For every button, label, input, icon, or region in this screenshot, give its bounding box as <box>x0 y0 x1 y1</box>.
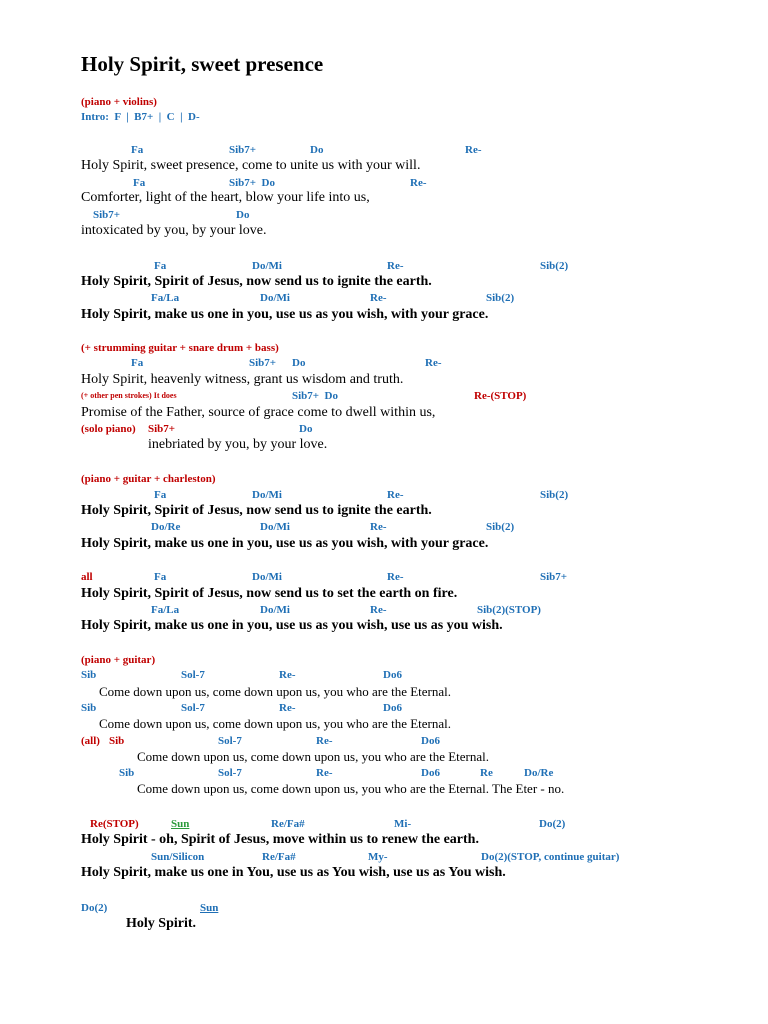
chord: Re- <box>279 669 296 681</box>
chord: Sol-7 <box>218 767 242 779</box>
chord: Re- <box>465 144 482 156</box>
chord: Do6 <box>383 669 402 681</box>
chorus2-instruments: (piano + guitar + charleston) <box>81 473 216 485</box>
song-title: Holy Spirit, sweet presence <box>81 52 324 76</box>
chord: Do6 <box>421 735 440 747</box>
chord: Re/Fa# <box>271 818 305 830</box>
chord: Do/Mi <box>252 260 282 272</box>
chord: Sib7+ Do <box>292 390 339 402</box>
solo-note: (solo piano) <box>81 423 136 435</box>
lyric-line: Comforter, light of the heart, blow your life into us, <box>81 190 370 205</box>
chord: Sol-7 <box>181 702 205 714</box>
chord: Sib <box>81 702 97 714</box>
chord: Fa/La <box>151 292 180 304</box>
chord: Do/Mi <box>260 521 290 533</box>
chord: Sib7+ <box>249 357 277 369</box>
lyric-line: Come down upon us, come down upon us, you who are the Eternal. <box>99 684 452 699</box>
chord: Do <box>310 144 324 156</box>
chord: Fa <box>133 177 146 189</box>
chord: Do/Mi <box>260 292 290 304</box>
small-note: (+ other pen strokes) It does <box>81 391 177 400</box>
all-note: all <box>81 571 93 583</box>
chord: Do/Re <box>151 521 181 533</box>
chord: Re/Fa# <box>262 851 296 863</box>
chord: Re- <box>387 489 404 501</box>
chord: Fa <box>131 357 144 369</box>
lyric-line: Holy Spirit, Spirit of Jesus, now send us to set the earth on fire. <box>81 586 458 601</box>
chord: Sib <box>109 735 125 747</box>
lyric-line: Holy Spirit. <box>126 916 197 931</box>
chord: Sib7+ <box>93 209 121 221</box>
chord: Fa/La <box>151 604 180 616</box>
all-note: (all) <box>81 735 100 747</box>
chord: Do <box>292 357 306 369</box>
lyric-line: Holy Spirit, make us one in You, use us as You wish, use us as You wish. <box>81 865 506 880</box>
chord: Fa <box>154 571 167 583</box>
chord: Sib7+ <box>148 423 176 435</box>
bridge-instruments: (piano + guitar) <box>81 654 156 666</box>
chord: Sib(2) <box>540 260 569 272</box>
chord: Fa <box>154 489 167 501</box>
chord: Sib(2)(STOP) <box>477 604 541 616</box>
chord: Sol-7 <box>218 735 242 747</box>
chord: Fa <box>131 144 144 156</box>
chord: Do6 <box>383 702 402 714</box>
chord: Re- <box>316 735 333 747</box>
chord: Sib7+ <box>540 571 568 583</box>
lyric-line: Holy Spirit, make us one in you, use us as you wish, use us as you wish. <box>81 618 503 633</box>
chord: Do <box>299 423 313 435</box>
chord-sun: Sun <box>171 818 190 830</box>
lyric-line: Come down upon us, come down upon us, you who are the Eternal. <box>99 716 452 731</box>
lyric-line: inebriated by you, by your love. <box>148 437 328 452</box>
chord: Sib7+ <box>229 144 257 156</box>
verse2-instruments: (+ strumming guitar + snare drum + bass) <box>81 342 279 354</box>
chord: Sib <box>81 669 97 681</box>
chord: Do(2) <box>81 902 108 914</box>
lyric-line: Holy Spirit, make us one in you, use us as you wish, with your grace. <box>81 536 489 551</box>
chord: Do <box>236 209 250 221</box>
chord: Mi- <box>394 818 412 830</box>
intro-chords: Intro: F | B7+ | C | D- <box>81 111 200 123</box>
chord: Re- <box>316 767 333 779</box>
chord: Re- <box>425 357 442 369</box>
chord: Sib(2) <box>540 489 569 501</box>
lyric-line: Come down upon us, come down upon us, you who are the Eternal. <box>137 749 490 764</box>
lyric-line: Come down upon us, come down upon us, you who are the Eternal. The Eter - no. <box>137 781 565 796</box>
lyric-line: Holy Spirit, Spirit of Jesus, now send us to ignite the earth. <box>81 503 432 518</box>
chord: Sol-7 <box>181 669 205 681</box>
chord: My- <box>368 851 388 863</box>
chord: Sib7+ Do <box>229 177 276 189</box>
chord: Re- <box>370 521 387 533</box>
chord: Re- <box>370 604 387 616</box>
chord-sun: Sun <box>200 902 219 914</box>
chord: Do/Mi <box>260 604 290 616</box>
chord: Sib(2) <box>486 292 515 304</box>
lyric-line: Holy Spirit - oh, Spirit of Jesus, move within us to renew the earth. <box>81 832 479 847</box>
chord: Re- <box>279 702 296 714</box>
chord: Do/Re <box>524 767 554 779</box>
chord: Re- <box>410 177 427 189</box>
lyric-line: Holy Spirit, sweet presence, come to unite us with your will. <box>81 158 421 173</box>
lyric-line: intoxicated by you, by your love. <box>81 223 267 238</box>
chord: Do(2)(STOP, continue guitar) <box>481 851 620 863</box>
chord-stop: Re(STOP) <box>90 818 139 830</box>
chord: Re- <box>387 260 404 272</box>
chord: Sib(2) <box>486 521 515 533</box>
lyric-line: Holy Spirit, make us one in you, use us as you wish, with your grace. <box>81 307 489 322</box>
intro-instruments: (piano + violins) <box>81 96 157 108</box>
chord: Fa <box>154 260 167 272</box>
chord: Sib <box>119 767 135 779</box>
chord: Sun/Silicon <box>151 851 205 863</box>
chord: Do/Mi <box>252 571 282 583</box>
chord: Do(2) <box>539 818 566 830</box>
chord: Re- <box>370 292 387 304</box>
chord: Do6 <box>421 767 440 779</box>
lyric-line: Promise of the Father, source of grace come to dwell within us, <box>81 405 436 420</box>
chord: Do/Mi <box>252 489 282 501</box>
chord-stop: Re-(STOP) <box>474 390 527 402</box>
lyric-line: Holy Spirit, heavenly witness, grant us wisdom and truth. <box>81 372 404 387</box>
lyric-line: Holy Spirit, Spirit of Jesus, now send us to ignite the earth. <box>81 274 432 289</box>
chord: Re <box>480 767 493 779</box>
chord: Re- <box>387 571 404 583</box>
